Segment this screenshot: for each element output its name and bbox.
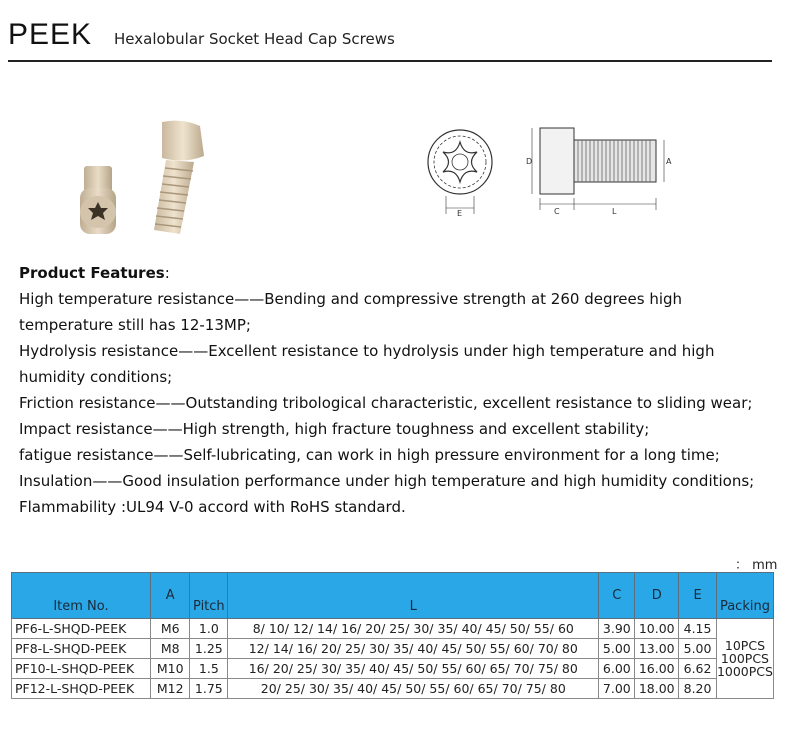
feature-item: High temperature resistance——Bending and compressive strength at 260 degrees high temperature still has 12-13MP; (19, 290, 683, 334)
cell-c: 6.00 (599, 659, 635, 679)
cell-l: 16/ 20/ 25/ 30/ 35/ 40/ 45/ 50/ 55/ 60/ 65/ 70/ 75/ 80 (228, 659, 599, 679)
feature-item: Insulation——Good insulation performance under high temperature and high humidity conditions; (19, 472, 755, 490)
cell-d: 18.00 (635, 679, 679, 699)
cell-item: PF10-L-SHQD-PEEK (12, 659, 151, 679)
cell-item: PF8-L-SHQD-PEEK (12, 639, 151, 659)
cell-e: 5.00 (679, 639, 717, 659)
table-row (12, 619, 774, 639)
cell-d: 13.00 (635, 639, 679, 659)
features-heading (19, 260, 779, 286)
table-row (12, 659, 774, 679)
feature-item: fatigue resistance——Self-lubricating, can work in high pressure environment for a long time; (19, 446, 720, 464)
head-end-view (428, 130, 492, 214)
table-row (12, 639, 774, 659)
cell-a: M12 (150, 679, 190, 699)
feature-item: Flammability :UL94 V-0 accord with RoHS standard. (19, 498, 406, 516)
features-title: Product Features (19, 264, 165, 282)
col-header-pitch: Pitch (190, 573, 228, 619)
cell-l: 8/ 10/ 12/ 14/ 16/ 20/ 25/ 30/ 35/ 40/ 45/ 50/ 55/ 60 (228, 619, 599, 639)
cell-item: PF12-L-SHQD-PEEK (12, 679, 151, 699)
cell-packing (716, 619, 773, 699)
features-title-colon: : (164, 264, 170, 282)
feature-item: Friction resistance——Outstanding tribological characteristic, excellent resistance to sliding wear; (19, 394, 753, 412)
packing-option: 10PCS (724, 638, 766, 653)
packing-option: 1000PCS (716, 664, 773, 679)
spec-table (11, 572, 774, 699)
cell-d: 10.00 (635, 619, 679, 639)
cell-c: 7.00 (599, 679, 635, 699)
product-features (19, 260, 779, 520)
col-header-packing: Packing (716, 573, 773, 619)
cell-e: 6.62 (679, 659, 717, 679)
feature-item: Impact resistance——High strength, high fracture toughness and excellent stability; (19, 420, 650, 438)
col-header-a: A (150, 573, 190, 619)
cell-pitch: 1.75 (190, 679, 228, 699)
col-header-item: Item No. (12, 573, 151, 619)
cell-pitch: 1.0 (190, 619, 228, 639)
cell-l: 12/ 14/ 16/ 20/ 25/ 30/ 35/ 40/ 45/ 50/ 55/ 60/ 70/ 80 (228, 639, 599, 659)
header (8, 18, 772, 62)
screw-profile-view (532, 128, 664, 210)
cell-a: M8 (150, 639, 190, 659)
col-header-e: E (679, 573, 717, 619)
cell-c: 5.00 (599, 639, 635, 659)
feature-item: Hydrolysis resistance——Excellent resistance to hydrolysis under high temperature and high humidity conditions; (19, 342, 715, 386)
table-header-row (12, 573, 774, 619)
cell-pitch: 1.25 (190, 639, 228, 659)
screw-side-view (154, 121, 204, 234)
dim-label-a: A (666, 157, 672, 166)
cell-item: PF6-L-SHQD-PEEK (12, 619, 151, 639)
dim-label-c: C (554, 207, 560, 216)
product-subtitle: Hexalobular Socket Head Cap Screws (114, 30, 395, 48)
screw-front-view (80, 166, 116, 234)
cell-c: 3.90 (599, 619, 635, 639)
brand-title: PEEK (8, 18, 93, 51)
technical-drawing (420, 118, 682, 226)
cell-pitch: 1.5 (190, 659, 228, 679)
cell-e: 4.15 (679, 619, 717, 639)
col-header-c: C (599, 573, 635, 619)
dim-label-e: E (457, 209, 463, 218)
dim-label-l: L (612, 207, 617, 216)
header-divider (8, 60, 772, 62)
cell-d: 16.00 (635, 659, 679, 679)
cell-a: M10 (150, 659, 190, 679)
cell-a: M6 (150, 619, 190, 639)
unit-label: ： mm (735, 558, 778, 573)
cell-e: 8.20 (679, 679, 717, 699)
packing-option: 100PCS (720, 651, 769, 666)
product-photo (62, 116, 212, 246)
col-header-l: L (228, 573, 599, 619)
cell-l: 20/ 25/ 30/ 35/ 40/ 45/ 50/ 55/ 60/ 65/ 70/ 75/ 80 (228, 679, 599, 699)
col-header-d: D (635, 573, 679, 619)
table-row (12, 679, 774, 699)
dim-label-d: D (526, 157, 533, 166)
